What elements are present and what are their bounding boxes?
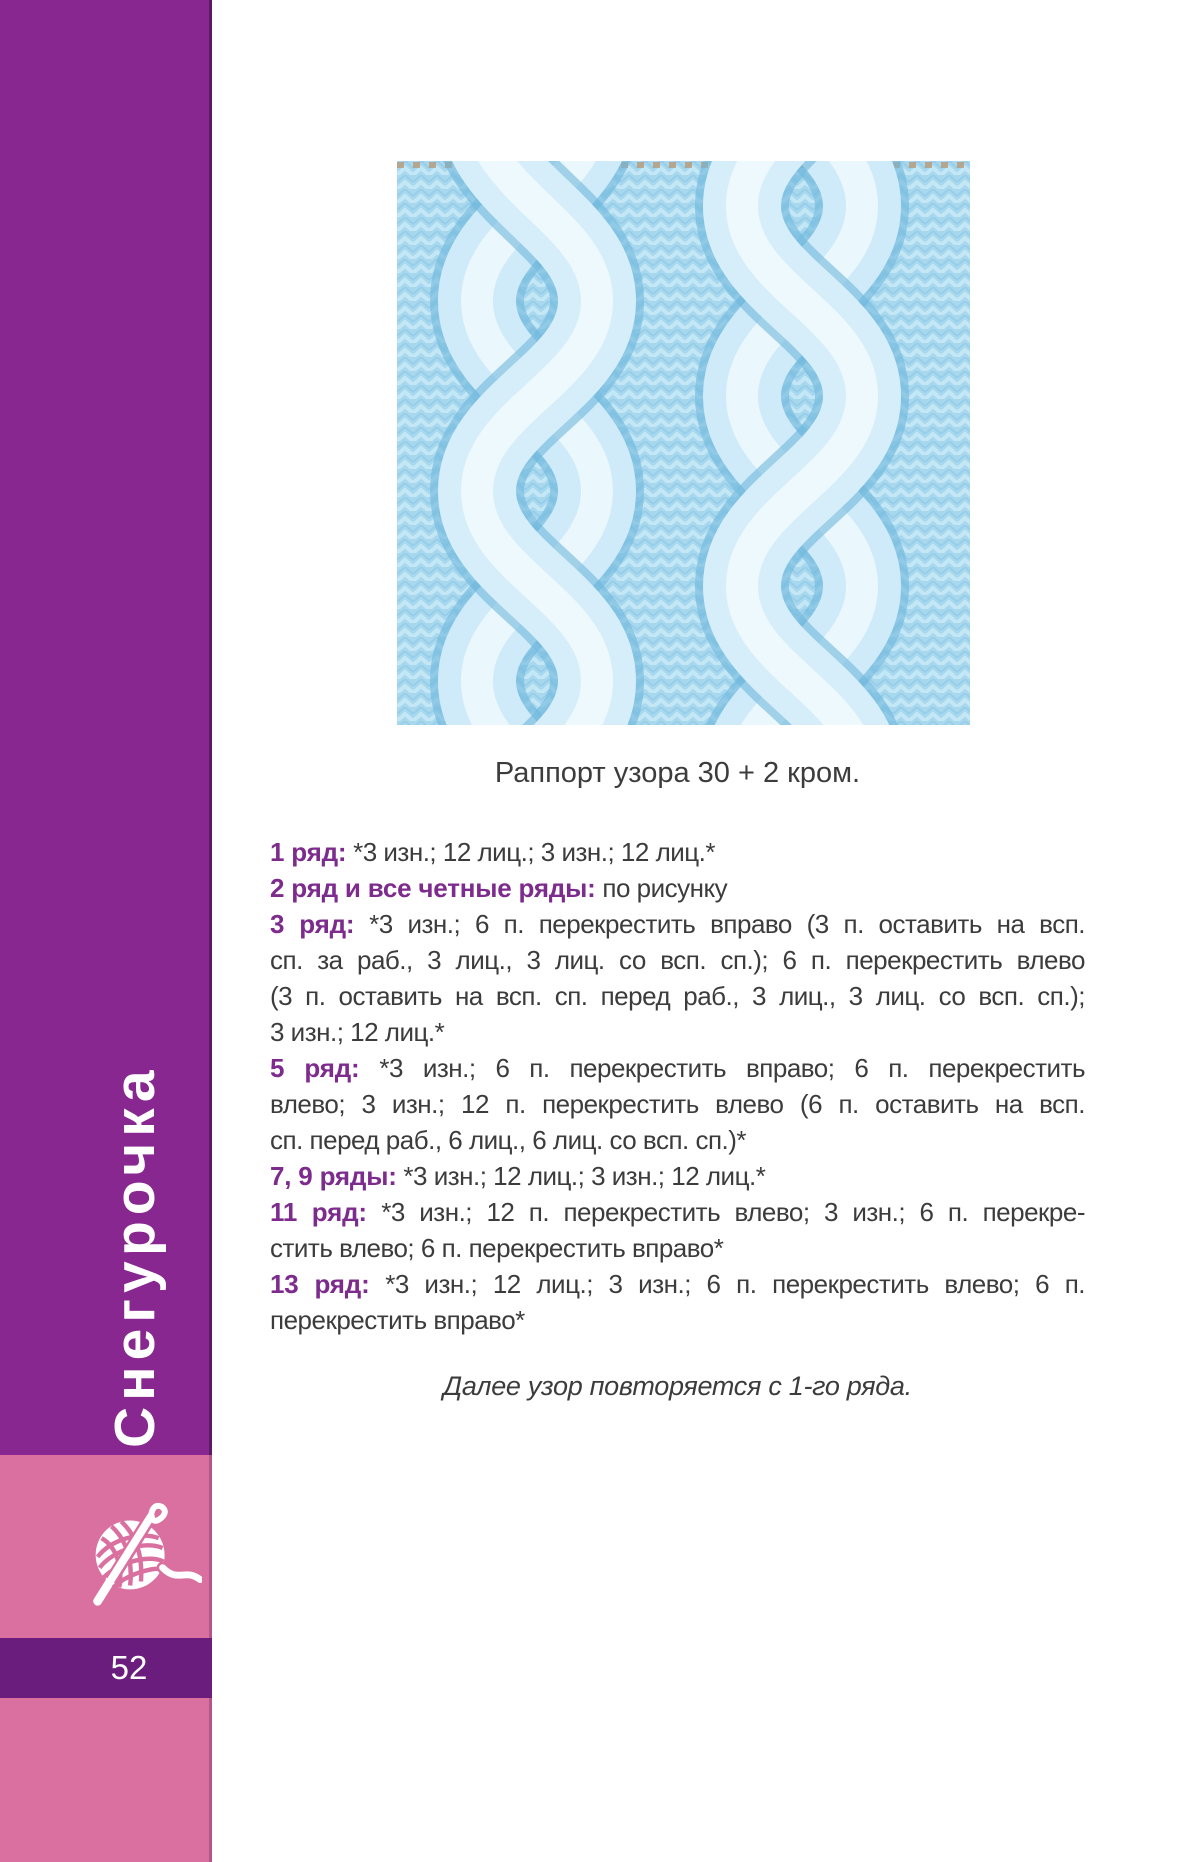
cable-braid-left xyxy=(477,161,597,725)
row-label: 7, 9 ряды: xyxy=(270,1161,397,1191)
crochet-hook-tip xyxy=(151,1506,165,1521)
instruction-line: 11 ряд: *3 изн.; 12 п. перекрестить влево; 3 изн.; 6 п. перекре- xyxy=(270,1197,1085,1227)
instruction-line: 7, 9 ряды: *3 изн.; 12 лиц.; 3 изн.; 12 лиц.* xyxy=(270,1161,766,1191)
row-label: 13 ряд: xyxy=(270,1269,370,1299)
row-label: 11 ряд: xyxy=(270,1197,367,1227)
pattern-instructions xyxy=(270,834,1085,1338)
instruction-line: перекрестить вправо* xyxy=(270,1305,525,1335)
instruction-line: 3 ряд: *3 изн.; 6 п. перекрестить вправо (3 п. оставить на всп. xyxy=(270,909,1085,939)
row-label: 3 ряд: xyxy=(270,909,355,939)
instruction-line: (3 п. оставить на всп. сп. перед раб., 3 лиц., 3 лиц. со всп. сп.); xyxy=(270,981,1085,1011)
photo-caption: Раппорт узора 30 + 2 кром. xyxy=(494,757,861,789)
instruction-line: сп. перед раб., 6 лиц., 6 лиц. со всп. сп.)* xyxy=(270,1125,747,1155)
page-number: 52 xyxy=(110,1649,148,1686)
knit-swatch-photo xyxy=(397,161,970,725)
instruction-line: 13 ряд: *3 изн.; 12 лиц.; 3 изн.; 6 п. перекрестить влево; 6 п. xyxy=(270,1269,1085,1299)
instruction-line: 1 ряд: *3 изн.; 12 лиц.; 3 изн.; 12 лиц.* xyxy=(270,837,715,867)
row-label: 2 ряд и все четные ряды: xyxy=(270,873,596,903)
instruction-line: 2 ряд и все четные ряды: по рисунку xyxy=(270,873,728,903)
page-number-band xyxy=(0,1638,212,1698)
instruction-line: 5 ряд: *3 изн.; 6 п. перекрестить вправо; 6 п. перекрестить xyxy=(270,1053,1086,1083)
instruction-line: 3 изн.; 12 лиц.* xyxy=(270,1017,445,1047)
cable-braid-right xyxy=(742,161,862,725)
yarn-ball-icon xyxy=(74,1488,202,1612)
row-label: 5 ряд: xyxy=(270,1053,360,1083)
instruction-line: стить влево; 6 п. перекрестить вправо* xyxy=(270,1233,724,1263)
row-label: 1 ряд: xyxy=(270,837,347,867)
repeat-note: Далее узор повторяется с 1-го ряда. xyxy=(443,1371,912,1401)
instruction-line: сп. за раб., 3 лиц., 3 лиц. со всп. сп.); 6 п. перекрестить влево xyxy=(270,945,1085,975)
chapter-title-vertical: Снегурочка xyxy=(103,1064,167,1448)
instruction-line: влево; 3 изн.; 12 п. перекрестить влево (6 п. оставить на всп. xyxy=(270,1089,1085,1119)
